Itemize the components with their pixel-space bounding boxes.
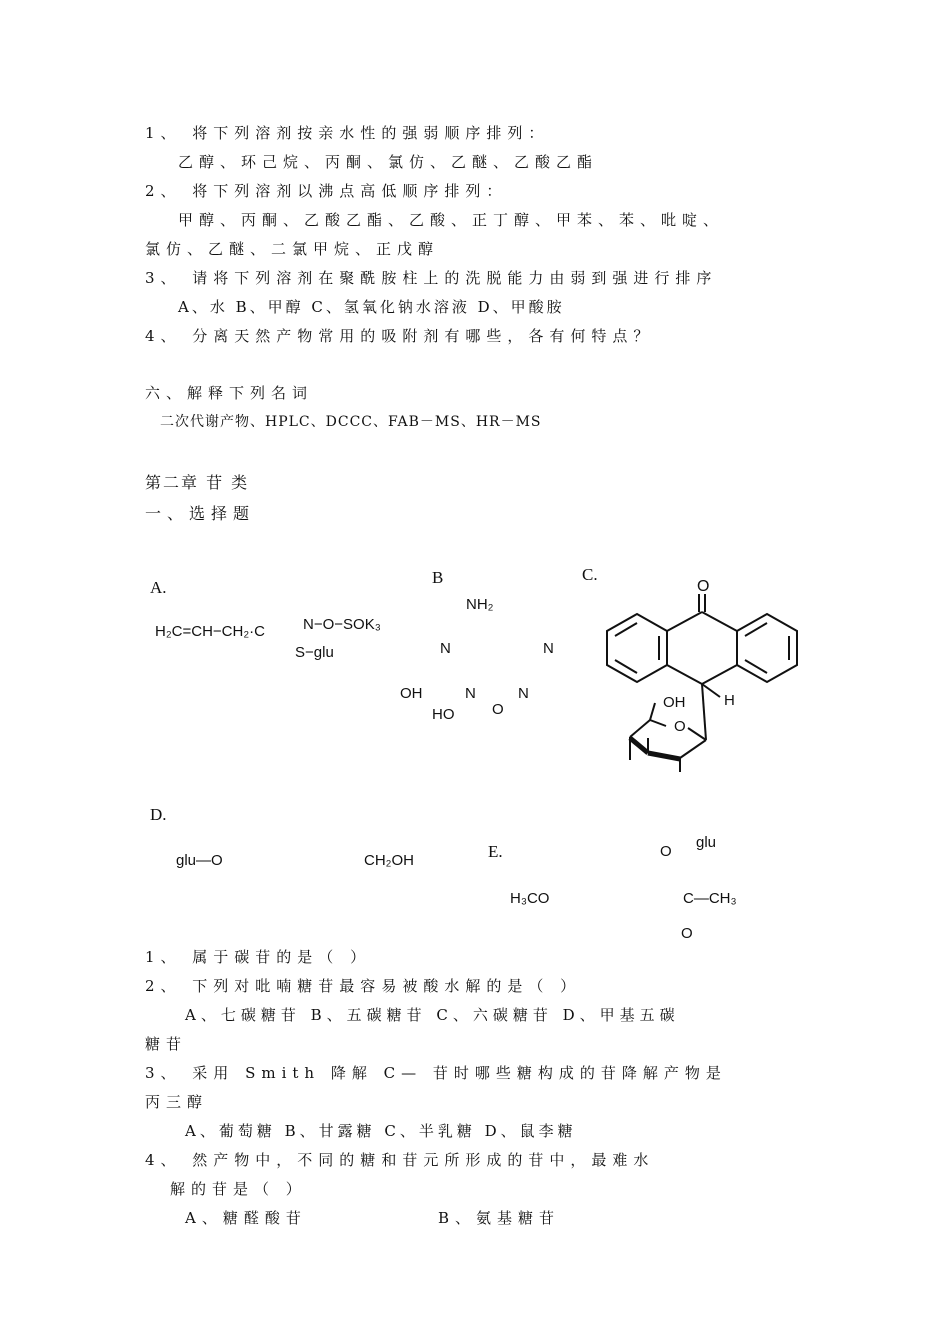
structure-b-n-mid: N — [465, 685, 476, 702]
structure-a-chain: H₂C=CH−CH₂·C — [155, 623, 265, 640]
glycoside-question-3: 3、 采用 Smith 降解 C— 苷时哪些糖构成的苷降解产物是 — [145, 1064, 727, 1082]
structure-a-noso: N−O−SOK₃ — [303, 616, 381, 633]
glycoside-question-2: 2、 下列对吡喃糖苷最容易被酸水解的是（ ） — [145, 977, 582, 995]
structure-d-glu-o: glu—O — [176, 852, 223, 869]
structure-b-label: B — [432, 568, 444, 587]
question-1-solvent-hydrophilicity: 1、 将下列溶剂按亲水性的强弱顺序排列： — [145, 124, 550, 142]
structure-a-label: A. — [150, 578, 167, 597]
question-3-options: A、水 B、甲醇 C、氢氧化钠水溶液 D、甲酸胺 — [178, 298, 565, 316]
structure-b-oh: OH — [400, 685, 423, 702]
structure-a-sglu: S−glu — [295, 644, 334, 661]
structure-b-n-right: N — [543, 640, 554, 657]
question-1-items: 乙醇、环己烷、丙酮、氯仿、乙醚、乙酸乙酯 — [178, 153, 599, 171]
structure-e-o: O — [660, 843, 672, 860]
glycoside-question-4-wrap: 解的苷是（ ） — [170, 1180, 307, 1198]
glycoside-question-3-wrap: 丙三醇 — [145, 1093, 209, 1111]
glycoside-question-2-options-wrap: 糖苷 — [145, 1035, 188, 1053]
structure-e-glu: glu — [696, 834, 717, 851]
structure-e-h3co: H₃CO — [510, 890, 550, 907]
structure-e-o-bottom: O — [681, 925, 693, 942]
structure-d-ch2oh: CH₂OH — [364, 852, 414, 869]
glycoside-question-4: 4、 然产物中，不同的糖和苷元所形成的苷中，最难水 — [145, 1151, 655, 1169]
structure-c-h: H — [724, 692, 735, 709]
section-6-terms: 二次代谢产物、HPLC、DCCC、FAB－MS、HR－MS — [160, 414, 542, 430]
structure-c-ring-o: O — [674, 718, 686, 735]
glycoside-question-2-options: A、七碳糖苷 B、五碳糖苷 C、六碳糖苷 D、甲基五碳 — [185, 1006, 680, 1024]
chapter-title: 第二章 苷 类 — [145, 473, 250, 492]
glycoside-question-3-options: A、葡萄糖 B、甘露糖 C、半乳糖 D、鼠李糖 — [185, 1122, 577, 1140]
structure-d-label: D. — [150, 805, 167, 824]
structure-c-oh: OH — [663, 694, 686, 711]
question-4-adsorbents: 4、 分离天然产物常用的吸附剂有哪些，各有何特点？ — [145, 327, 655, 345]
question-2-items-line2: 氯仿、乙醚、二氯甲烷、正戊醇 — [145, 240, 440, 258]
chapter-subtitle: 一、选择题 — [145, 504, 256, 523]
glycoside-question-4-option-a: A、糖醛酸苷 — [185, 1209, 307, 1227]
section-6-heading: 六、解释下列名词 — [145, 384, 314, 402]
glycoside-question-1: 1、 属于碳苷的是（ ） — [145, 948, 372, 966]
structure-e-label: E. — [488, 842, 503, 861]
question-2-items-line1: 甲醇、丙酮、乙酸乙酯、乙酸、正丁醇、甲苯、苯、吡啶、 — [178, 211, 725, 229]
structure-b-n-right2: N — [518, 685, 529, 702]
structure-e-c-ch3: C—CH₃ — [683, 890, 737, 907]
structure-b-nh2: NH₂ — [466, 596, 494, 613]
structure-c-carbonyl-o: O — [697, 578, 710, 595]
structure-b-n-left: N — [440, 640, 451, 657]
structure-c-label: C. — [582, 565, 598, 584]
question-3-polyamide: 3、 请将下列溶剂在聚酰胺柱上的洗脱能力由弱到强进行排序 — [145, 269, 718, 287]
structure-b-o: O — [492, 701, 504, 718]
question-2-boiling-point: 2、 将下列溶剂以沸点高低顺序排列： — [145, 182, 508, 200]
structure-b-ho: HO — [432, 706, 455, 723]
glycoside-question-4-option-b: B、氨基糖苷 — [438, 1209, 561, 1227]
